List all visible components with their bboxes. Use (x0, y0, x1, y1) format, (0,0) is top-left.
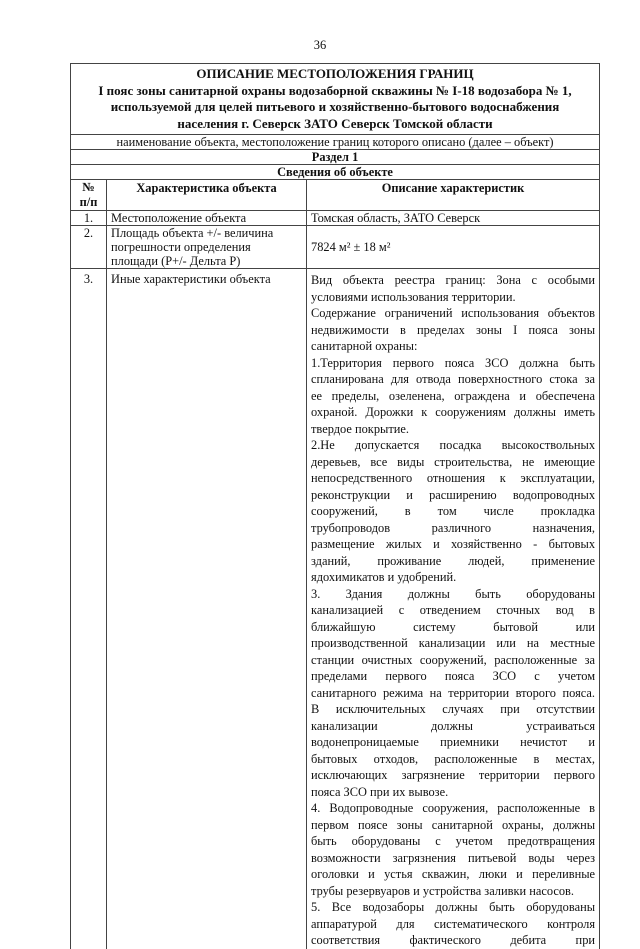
page-number: 36 (313, 38, 327, 52)
description-line: Содержание ограничений использования объектов (311, 306, 596, 320)
description-line: размещение жилых и хозяйственно - бытовых (311, 537, 596, 551)
description-line: пояса ЗСО при их вывозе. (311, 784, 449, 799)
header-num-sub: п/п (79, 195, 98, 209)
row-num: 3. (71, 269, 107, 949)
characteristic-line: Площадь объекта +/- величина (111, 226, 274, 240)
description-line: 2.Не допускается посадка высокоствольных (311, 438, 596, 452)
description-line: ядохимикатов и удобрений. (311, 570, 457, 584)
description-line: Вид объекта реестра границ: Зона с особыми (311, 273, 596, 287)
description-line: соответствия фактического дебита при (311, 933, 596, 947)
description-line: возможности загрязнения питьевой воды через (311, 850, 596, 865)
table-row (71, 211, 600, 226)
row-num: 2. (71, 226, 107, 269)
characteristic-line: погрешности определения (111, 240, 251, 254)
description-line: непосредственного отношения к эксплуатации, (311, 471, 596, 485)
row-description: Томская область, ЗАТО Северск (307, 211, 600, 226)
description-paragraph (311, 305, 595, 355)
description-line: зданий, проживание людей, применение (311, 553, 596, 568)
description-line: санитарного режима на территории второго пояса. (311, 685, 596, 700)
description-line: аппаратурой для систематического контроля (311, 916, 596, 931)
row-characteristic: Иные характеристики объекта (107, 269, 307, 949)
description-line: первом поясе зоны санитарной охраны, должны (311, 817, 596, 832)
description-line: ближайшую систему бытовой или (311, 619, 596, 634)
row-description (307, 269, 600, 949)
description-line: трубопроводов различного назначения, (311, 520, 596, 535)
description-line: охраной. Дорожки к сооружениям должны иметь (311, 405, 596, 419)
description-line: сооружений, в том числе прокладка (311, 504, 596, 518)
description-line: станции очистных сооружений, расположенные за (311, 652, 596, 667)
description-line: исключающих загрязнение территории первого (311, 768, 596, 782)
table-row (71, 226, 600, 269)
row-characteristic (107, 226, 307, 269)
description-line: 3. Здания должны быть оборудованы (311, 586, 596, 601)
description-line: быть оборудованы с учетом предотвращения (311, 834, 596, 848)
section-title: Сведения об объекте (71, 165, 600, 180)
boundary-description-table (70, 63, 600, 949)
description-line: В исключительных случаях при отсутствии (311, 702, 596, 716)
description-line: канализацией с отведением сточных вод в (311, 603, 596, 617)
document-title (71, 64, 600, 135)
description-line: деревьев, все виды строительства, не имеющие (311, 454, 596, 469)
subtitle-line: населения г. Северск ЗАТО Северск Томской области (177, 115, 493, 131)
description-line: пределами первого пояса ЗСО с учетом (311, 669, 596, 683)
row-num: 1. (71, 211, 107, 226)
description-line: условиями использования территории. (311, 289, 516, 304)
subtitle-line: I пояс зоны санитарной охраны водозаборной скважины № I-18 водозабора № 1, (98, 82, 572, 98)
table-header-row (71, 180, 600, 211)
description-paragraph (311, 586, 595, 801)
description-line: твердое покрытие. (311, 421, 409, 436)
header-characteristic: Характеристика объекта (107, 180, 307, 211)
description-paragraph (311, 437, 595, 586)
description-line: недвижимости в пределах зоны I пояса зоны (311, 322, 596, 337)
description-line: оголовки и устья скважин, люки и переливные (311, 867, 596, 881)
description-line: водонепроницаемые приемники нечистот и (311, 735, 596, 749)
header-description: Описание характеристик (307, 180, 600, 211)
object-caption: наименование объекта, местоположение границ которого описано (далее – объект) (71, 135, 600, 150)
description-line: производственной канализации или на местные (311, 636, 596, 650)
description-line: ее пределы, озеленена, ограждена и обеспечена (311, 388, 596, 403)
description-paragraph (311, 355, 595, 438)
row-characteristic: Местоположение объекта (107, 211, 307, 226)
subtitle-line: используемой для целей питьевого и хозяйственно-бытового водоснабжения (110, 99, 560, 114)
description-line: канализации должны устраиваться (311, 718, 596, 733)
description-line: спланирована для отвода поверхностного стока за (311, 372, 596, 386)
description-line: санитарной охраны: (311, 339, 418, 353)
description-line: реконструкции и расширению водопроводных (311, 487, 596, 502)
description-line: бытовых отходов, расположенные в местах, (311, 751, 596, 766)
characteristic-line: площади (Р+/- Дельта Р) (111, 254, 241, 268)
header-num: № (82, 180, 95, 194)
description-paragraph (311, 800, 595, 899)
description-line: 5. Все водозаборы должны быть оборудованы (311, 900, 596, 914)
description-line: трубы резервуаров и устройства заливки насосов. (311, 883, 574, 898)
table-row (71, 269, 600, 949)
section-label: Раздел 1 (71, 150, 600, 165)
row-description: 7824 м² ± 18 м² (307, 226, 600, 269)
description-line: 4. Водопроводные сооружения, расположенные в (311, 801, 596, 815)
description-paragraph (311, 272, 595, 305)
description-paragraph (311, 899, 595, 949)
title-line: ОПИСАНИЕ МЕСТОПОЛОЖЕНИЯ ГРАНИЦ (196, 66, 474, 81)
description-line: 1.Территория первого пояса ЗСО должна быть (311, 355, 596, 370)
